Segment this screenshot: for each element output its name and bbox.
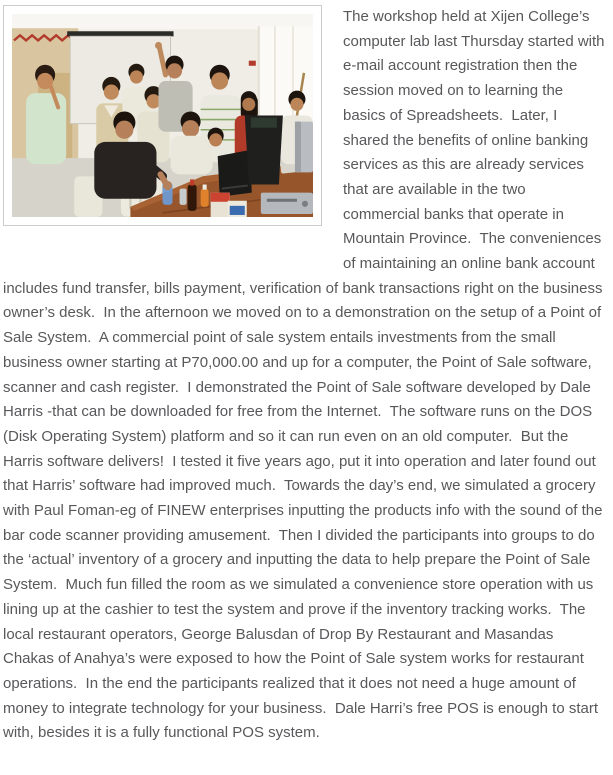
workshop-photo xyxy=(12,14,313,217)
post-paragraph: The workshop held at Xijen College’s computer lab last Thursday started with e-mail account registration then the session moved on to learning the basics of Spreadsheets. Later, I shared the benefits of online banking services as this are already services that are available in the two commercial banks that operate in Mountain Province. The conveniences of maintaining an online bank account includes fund transfer, bills payment, verification of bank transactions right on the business owner’s desk. In the afternoon we moved on to a demonstration on the setup of a Point of Sale System. A commercial point of sale system entails investments from the small business owner starting at P70,000.00 and up for a computer, the Point of Sale software, scanner and cash register. I demonstrated the Point of Sale software developed by Dale Harris -that can be downloaded for free from the Internet. The software runs on the DOS (Disk Operating System) platform and so it can run even on an old computer. But the Harris software delivers! I tested it five years ago, put it into operation and later found out that Harris’ software had improved much. Towards the day’s end, we simulated a grocery with Paul Foman-eg of FINEW enterprises inputting the products info with the sound of the bar code scanner providing amusement. Then I divided the participants into groups to do the ‘actual’ inventory of a grocery and inputting the data to help prepare the Point of Sale System. Much fun filled the room as we simulated a convenience store operation with us lining up at the cashier to test the system and prove if the inventory tracking works. The local restaurant operators, George Balusdan of Drop By Restaurant and Masandas Chakas of Anahya’s were exposed to how the Point of Sale system works for restaurant operations. In the end the participants realized that it does not need a huge amount of money to integrate technology for your business. Dale Harri’s free POS is enough to start with, besides it is a fully functional POS system. xyxy=(3,8,609,742)
workshop-photo-frame[interactable] xyxy=(3,5,322,226)
